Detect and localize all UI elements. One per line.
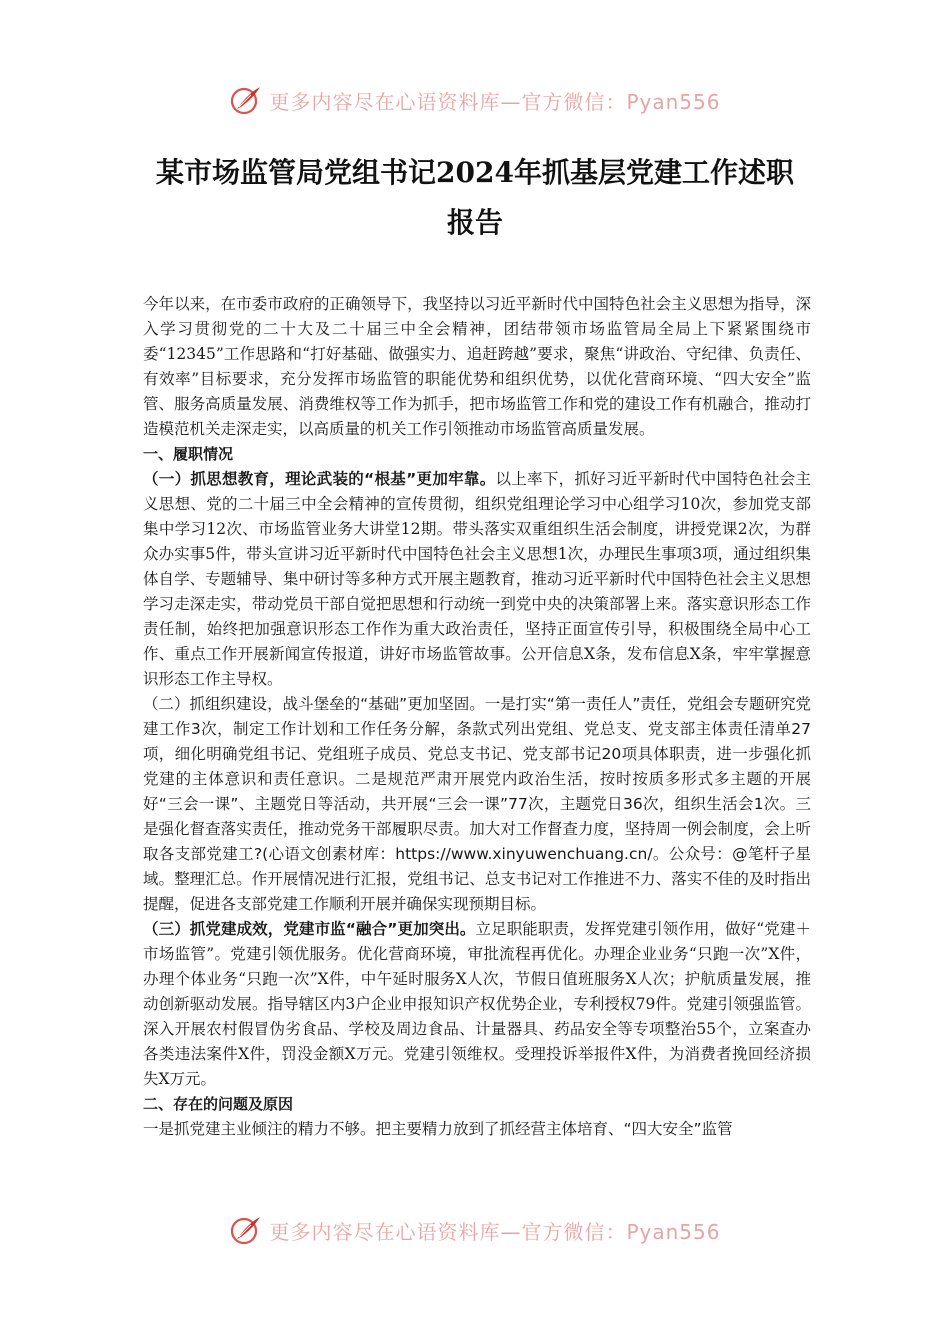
title-line-2: 报告 xyxy=(446,206,503,239)
paragraph-body: 以上率下，抓好习近平新时代中国特色社会主义思想、党的二十届三中全会精神的宣传贯彻，组织党组理论学习中心组学习10次，参加党支部集中学习12次、市场监管业务大讲堂12期。带头落实双重组织生活会制度，讲授党课2次，为群众办实事5件，带头宣讲习近平新时代中国特色社会主义思想1次，办理民生事项3项，通过组织集体自学、专题辅导、集中研讨等多种方式开展主题教育，推动习近平新时代中国特色社会主义思想学习走深走实，带动党员干部自觉把思想和行动统一到党中央的决策部署上来。落实意识形态工作责任制，始终把加强意识形态工作作为重大政治责任，坚持正面宣传引导，积极围绕全局中心工作、重点工作开展新闻宣传报道，讲好市场监管故事。公开信息X条，发布信息X条，牢牢掌握意识形态工作主导权。 xyxy=(143,470,811,688)
section-heading-2: 二、存在的问题及原因 xyxy=(143,1095,294,1113)
intro-paragraph: 今年以来，在市委市政府的正确领导下，我坚持以习近平新时代中国特色社会主义思想为指导，深入学习贯彻党的二十大及二十届三中全会精神，团结带领市场监管局全局上下紧紧围绕市委“12345”工作思路和“打好基础、做强实力、追赶跨越”要求，聚焦“讲政治、守纪律、负责任、有效率”目标要求，充分发挥市场监管的职能优势和组织优势，以优化营商环境、“四大安全”监管、服务高质量发展、消费维权等工作为抓手，把市场监管工作和党的建设工作有机融合，推动打造模范机关走深走实，以高质量的机关工作引领推动市场监管高质量发展。 xyxy=(143,295,811,438)
section-heading-1: 一、履职情况 xyxy=(143,445,234,463)
watermark-banner-top xyxy=(0,80,950,120)
watermark-banner-bottom xyxy=(0,1210,950,1250)
document-title xyxy=(130,148,820,248)
paragraph-lead: （一）抓思想教育，理论武装的“根基”更加牢靠。 xyxy=(143,470,496,488)
paragraph-body: 立足职能职责，发挥党建引领作用，做好“党建＋市场监管”。党建引领优服务。优化营商环境，审批流程再优化。办理企业业务“只跑一次”X件，办理个体业务“只跑一次”X件，中午延时服务X人次，节假日值班服务X人次；护航质量发展，推动创新驱动发展。指导辖区内3户企业申报知识产权优势企业，专利授权79件。党建引领强监管。深入开展农村假冒伪劣食品、学校及周边食品、计量器具、药品安全等专项整治55个，立案查办各类违法案件X件，罚没金额X万元。党建引领维权。受理投诉举报件X件，为消费者挽回经济损失X万元。 xyxy=(143,920,811,1088)
feather-quill-icon xyxy=(229,83,263,117)
watermark-text: 更多内容尽在心语资料库—官方微信：Pyan556 xyxy=(269,1219,721,1244)
paragraph-lead: （三）抓党建成效，党建市监“融合”更加突出。 xyxy=(143,920,476,938)
feather-quill-icon xyxy=(229,1213,263,1247)
section2-paragraph-1: 一是抓党建主业倾注的精力不够。把主要精力放到了抓经营主体培育、“四大安全”监管 xyxy=(143,1120,733,1138)
section1-paragraph-1 xyxy=(143,467,811,692)
watermark-text: 更多内容尽在心语资料库—官方微信：Pyan556 xyxy=(269,89,721,114)
title-line-1: 某市场监管局党组书记2024年抓基层党建工作述职 xyxy=(156,156,794,189)
section1-paragraph-2: （二）抓组织建设，战斗堡垒的“基础”更加坚固。一是打实“第一责任人”责任，党组会专题研究党建工作3次，制定工作计划和工作任务分解，条款式列出党组、党总支、党支部主体责任清单27项，细化明确党组书记、党组班子成员、党总支书记、党支部书记20项具体职责，进一步强化抓党建的主体意识和责任意识。二是规范严肃开展党内政治生活，按时按质多形式多主题的开展好“三会一课”、主题党日等活动，共开展“三会一课”77次，主题党日36次，组织生活会1次。三是强化督查落实责任，推动党务干部履职尽责。加大对工作督查力度，坚持周一例会制度，会上听取各支部党建工?(心语文创素材库：https://www.xinyuwenchuang.cn/。公众号：@笔杆子星域。整理汇总。作开展情况进行汇报，党组书记、总支书记对工作推进不力、落实不佳的及时指出提醒，促进各支部党建工作顺利开展并确保实现预期目标。 xyxy=(143,695,811,913)
section1-paragraph-3 xyxy=(143,917,811,1092)
document-body xyxy=(143,292,811,1142)
